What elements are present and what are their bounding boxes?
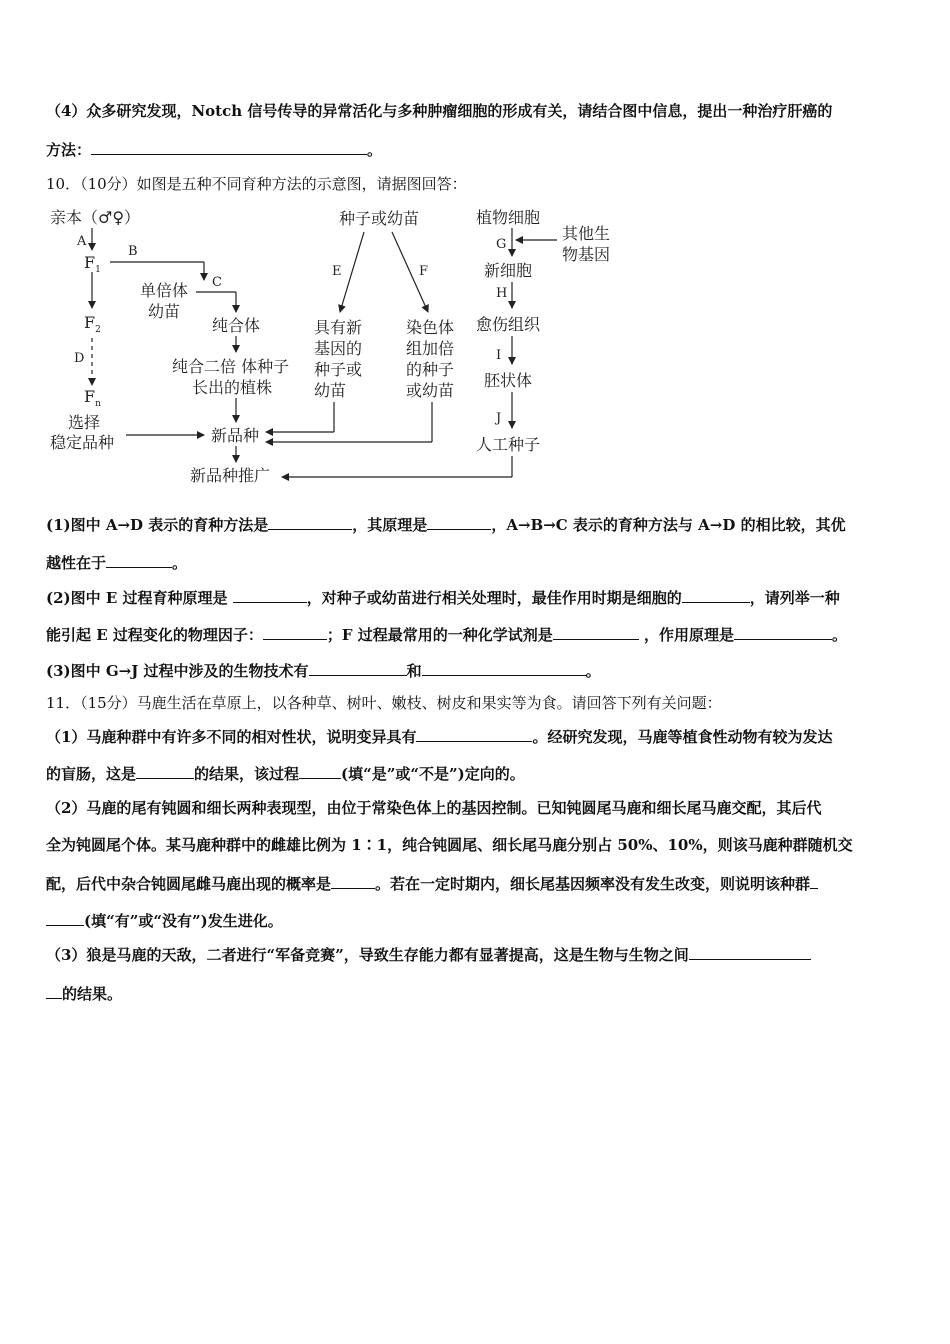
label-I: I xyxy=(496,348,502,363)
answer-blank[interactable] xyxy=(233,587,307,603)
label-newgene-3: 种子或 xyxy=(314,360,363,379)
label-J: J xyxy=(496,411,502,426)
label-stable-variety: 稳定品种 xyxy=(50,433,115,452)
label-artificial-seed: 人工种子 xyxy=(476,435,541,454)
answer-blank[interactable] xyxy=(553,624,639,640)
label-grown-plant: 长出的植株 xyxy=(192,378,273,397)
q11-2-line2: 全为钝圆尾个体。某马鹿种群中的雌雄比例为 1∶1，纯合钝圆尾、细长尾马鹿分别占 50%、10%，则该马鹿种群随机交 xyxy=(46,836,853,854)
label-F: F xyxy=(419,264,429,279)
q9-4-text: （4）众多研究发现，Notch 信号传导的异常活化与多种肿瘤细胞的形成有关，请结合图中信息，提出一种治疗肝癌的 xyxy=(46,102,833,120)
label-haploid: 单倍体 xyxy=(140,281,189,300)
q10-1-line2: 越性在于 。 xyxy=(46,554,188,572)
q11-header: 11．（15分）马鹿生活在草原上，以各种草、树叶、嫩枝、树皮和果实等为食。请回答下列有关问题： xyxy=(46,694,722,712)
answer-blank[interactable] xyxy=(682,587,750,603)
q9-4-line1 xyxy=(46,101,906,121)
label-seedling: 幼苗 xyxy=(148,302,181,321)
label-pure-diploid-seed: 纯合二倍 体种子 xyxy=(172,357,290,376)
q10-2-line2: 能引起 E 过程变化的物理因子： ；F 过程最常用的一种化学试剂是 ，作用原理是 。 xyxy=(46,626,848,644)
label-plant-cell: 植物细胞 xyxy=(476,208,541,227)
breeding-methods-diagram xyxy=(44,200,624,495)
label-B: B xyxy=(128,244,138,259)
q10-header: 10．（10分）如图是五种不同育种方法的示意图，请据图回答： xyxy=(46,175,467,193)
q10-1-line1: (1)图中 A→D 表示的育种方法是 ，其原理是 ，A→B→C 表示的育种方法与 A→D 的相比较，其优 xyxy=(46,516,846,534)
label-chromo-3: 的种子 xyxy=(406,360,455,379)
q10-3-line: (3)图中 G→J 过程中涉及的生物技术有 和 。 xyxy=(46,662,601,680)
label-other-gene-2: 物基因 xyxy=(562,245,611,264)
q11-3-line2: 的结果。 xyxy=(46,983,906,1004)
label-A: A xyxy=(77,234,87,249)
label-newgene-1: 具有新 xyxy=(314,318,363,337)
q11-2-line4: (填“有”或“没有”)发生进化。 xyxy=(46,910,906,931)
answer-blank[interactable] xyxy=(416,726,532,742)
answer-blank[interactable] xyxy=(268,514,352,530)
label-other-gene-1: 其他生 xyxy=(562,224,611,243)
answer-blank[interactable] xyxy=(299,763,341,779)
q10-2-line1: (2)图中 E 过程育种原理是 ，对种子或幼苗进行相关处理时，最佳作用时期是细胞的 ，请列举一种 xyxy=(46,589,840,607)
label-promote: 新品种推广 xyxy=(190,466,271,485)
answer-blank[interactable] xyxy=(136,763,194,779)
label-chromo-2: 组加倍 xyxy=(406,339,455,358)
answer-blank[interactable] xyxy=(91,139,367,155)
label-seed-or-seedling: 种子或幼苗 xyxy=(339,209,420,228)
label-select: 选择 xyxy=(68,413,101,432)
label-embryoid: 胚状体 xyxy=(484,371,533,390)
answer-blank[interactable] xyxy=(106,552,172,568)
label-newgene-4: 幼苗 xyxy=(314,381,347,400)
answer-blank[interactable] xyxy=(810,873,818,889)
q11-1-line2: 的盲肠，这是 的结果，该过程 (填“是”或“不是”)定向的。 xyxy=(46,765,525,783)
answer-blank[interactable] xyxy=(734,624,832,640)
label-H: H xyxy=(496,286,508,301)
label-Fn: $F_n$ xyxy=(84,387,101,409)
label-new-cell: 新细胞 xyxy=(484,261,533,280)
label-C: C xyxy=(212,275,222,290)
q11-2-line1: （2）马鹿的尾有钝圆和细长两种表现型，由位于常染色体上的基因控制。已知钝圆尾马鹿和细长尾马鹿交配，其后代 xyxy=(46,799,822,817)
label-pure: 纯合体 xyxy=(212,316,261,335)
label-D: D xyxy=(74,351,85,366)
label-chromo-1: 染色体 xyxy=(406,318,455,337)
q11-1-line1: （1）马鹿种群中有许多不同的相对性状，说明变异具有 。经研究发现，马鹿等植食性动物有较为发达 xyxy=(46,728,833,746)
label-G: G xyxy=(496,237,507,252)
q9-4-line2: 方法： 。 xyxy=(46,141,383,159)
label-F2: $F_2$ xyxy=(84,313,101,335)
answer-blank[interactable] xyxy=(46,983,62,999)
label-new-variety: 新品种 xyxy=(211,426,260,445)
label-newgene-2: 基因的 xyxy=(314,339,363,358)
answer-blank[interactable] xyxy=(331,873,375,889)
answer-blank[interactable] xyxy=(46,910,84,926)
answer-blank[interactable] xyxy=(422,660,586,676)
q9-4-method-label: 方法： xyxy=(46,141,92,159)
answer-blank[interactable] xyxy=(309,660,407,676)
answer-blank[interactable] xyxy=(263,624,327,640)
label-chromo-4: 或幼苗 xyxy=(406,381,455,400)
answer-blank[interactable] xyxy=(427,514,491,530)
label-F1: $F_1$ xyxy=(84,253,101,275)
label-callus: 愈伤组织 xyxy=(476,315,541,334)
label-parents: 亲本（♂♀） xyxy=(50,208,141,227)
label-E: E xyxy=(332,264,342,279)
answer-blank[interactable] xyxy=(689,944,811,960)
q11-2-line3: 配，后代中杂合钝圆尾雌马鹿出现的概率是 。若在一定时期内，细长尾基因频率没有发生改变，则说明该种群 xyxy=(46,873,906,894)
q11-3-line1: （3）狼是马鹿的天敌，二者进行“军备竞赛”，导致生存能力都有显著提高，这是生物与生物之间 xyxy=(46,944,906,965)
